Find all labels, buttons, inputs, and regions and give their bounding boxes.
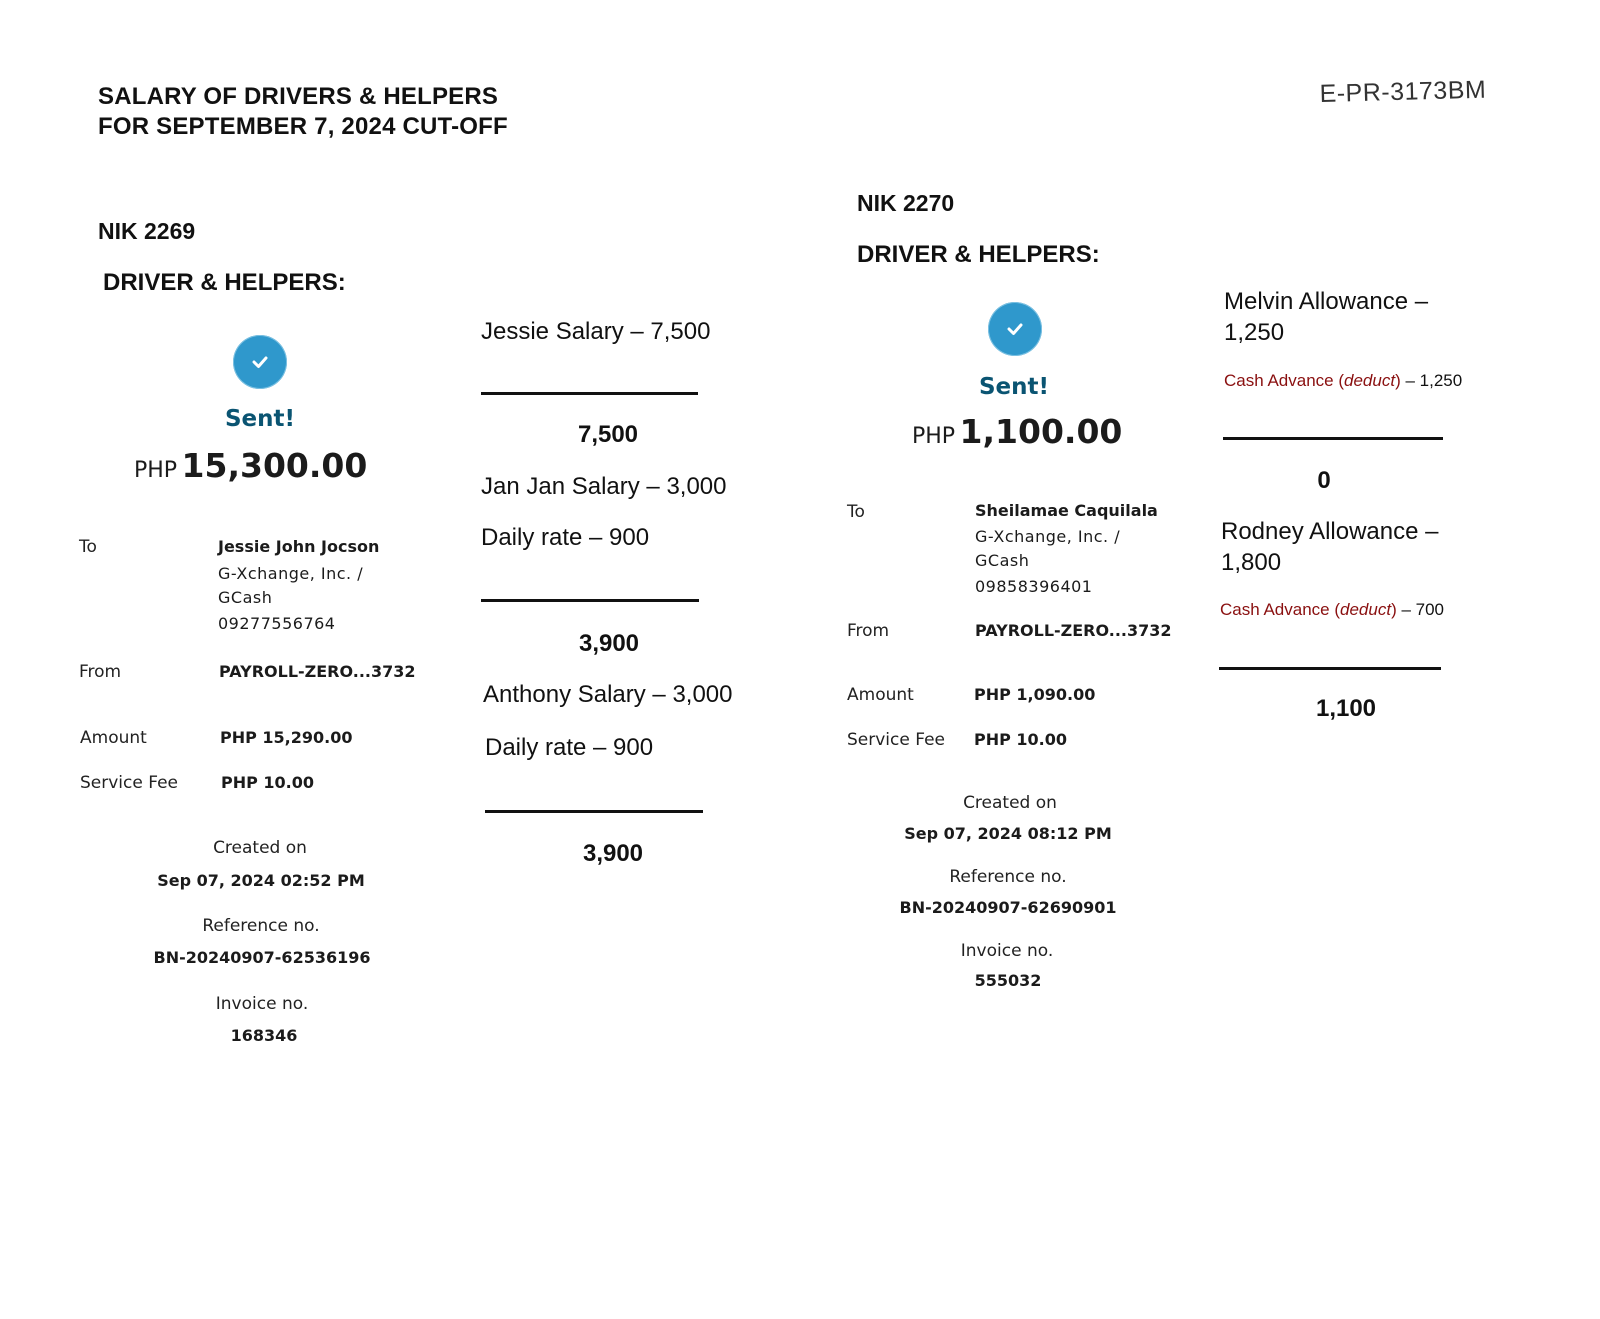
reference-value: BN-20240907-62536196 xyxy=(153,948,371,967)
created-on-label: Created on xyxy=(213,838,307,858)
calc-total-melvin: 0 xyxy=(1317,467,1331,494)
calc-line-janjan-rate: Daily rate – 900 xyxy=(481,524,650,551)
from-label: From xyxy=(847,621,890,641)
sent-status: Sent! xyxy=(978,374,1050,400)
calc-line-melvin-amount: 1,250 xyxy=(1224,319,1285,346)
amount-label: Amount xyxy=(847,685,914,705)
section-heading-right: DRIVER & HELPERS: xyxy=(857,241,1100,268)
to-label: To xyxy=(79,537,97,557)
service-fee-label: Service Fee xyxy=(847,730,945,750)
service-fee-value: PHP 10.00 xyxy=(974,730,1068,749)
amount-value: 1,100.00 xyxy=(959,412,1123,451)
from-label: From xyxy=(79,662,122,682)
calc-line-janjan: Jan Jan Salary – 3,000 xyxy=(481,473,727,500)
calc-divider xyxy=(1219,667,1441,670)
amount-value: 15,300.00 xyxy=(181,446,368,485)
invoice-value: 555032 xyxy=(974,971,1042,990)
deduct-text: deduct xyxy=(1344,371,1396,390)
currency-label: PHP xyxy=(912,424,956,449)
calc-total-jessie: 7,500 xyxy=(577,421,639,448)
amount-label: Amount xyxy=(80,728,147,748)
nik-label-right: NIK 2270 xyxy=(857,190,955,216)
invoice-value: 168346 xyxy=(230,1026,298,1045)
recipient-provider-line2: GCash xyxy=(218,588,273,607)
created-on-value: Sep 07, 2024 02:52 PM xyxy=(157,871,365,890)
page-title-line2: FOR SEPTEMBER 7, 2024 CUT-OFF xyxy=(98,113,508,140)
currency-label: PHP xyxy=(134,458,178,483)
calc-divider xyxy=(481,599,699,602)
cash-advance-paren: ) xyxy=(1391,600,1397,619)
from-value: PAYROLL-ZERO...3732 xyxy=(975,621,1172,640)
service-fee-label: Service Fee xyxy=(80,773,178,793)
cash-advance-text: Cash Advance ( xyxy=(1220,600,1341,619)
amount-detail-value: PHP 15,290.00 xyxy=(220,728,353,747)
calc-divider xyxy=(481,392,698,395)
deduct-text: deduct xyxy=(1340,600,1392,619)
amount-detail-value: PHP 1,090.00 xyxy=(974,685,1096,704)
created-on-value: Sep 07, 2024 08:12 PM xyxy=(904,824,1112,843)
recipient-number: 09277556764 xyxy=(218,614,336,633)
reference-value: BN-20240907-62690901 xyxy=(899,898,1117,917)
recipient-provider-line1: G-Xchange, Inc. / xyxy=(975,527,1121,546)
recipient-name: Sheilamae Caquilala xyxy=(975,501,1158,520)
service-fee-value: PHP 10.00 xyxy=(221,773,315,792)
calc-line-jessie: Jessie Salary – 7,500 xyxy=(481,318,711,345)
from-value: PAYROLL-ZERO...3732 xyxy=(219,662,416,681)
calc-line-rodney: Rodney Allowance – xyxy=(1221,518,1439,545)
calc-line-anthony: Anthony Salary – 3,000 xyxy=(483,681,733,708)
calc-total-rodney: 1,100 xyxy=(1315,695,1377,722)
calc-line-rodney-amount: 1,800 xyxy=(1221,549,1282,576)
section-heading-left: DRIVER & HELPERS: xyxy=(103,269,346,296)
cash-advance-amount: – 1,250 xyxy=(1400,371,1463,390)
cash-advance-amount: – 700 xyxy=(1396,600,1444,619)
check-circle-icon xyxy=(988,302,1042,356)
recipient-provider-line1: G-Xchange, Inc. / xyxy=(218,564,364,583)
reference-label: Reference no. xyxy=(202,916,320,936)
calc-divider xyxy=(1223,437,1443,440)
to-label: To xyxy=(847,502,865,522)
calc-total-janjan: 3,900 xyxy=(578,630,640,657)
page-title-line1: SALARY OF DRIVERS & HELPERS xyxy=(98,83,499,110)
invoice-label: Invoice no. xyxy=(215,994,309,1014)
sent-amount xyxy=(912,412,1122,451)
recipient-provider-line2: GCash xyxy=(975,551,1030,570)
check-circle-icon xyxy=(233,335,287,389)
created-on-label: Created on xyxy=(963,793,1057,813)
calc-line-anthony-rate: Daily rate – 900 xyxy=(485,734,654,761)
calc-total-anthony: 3,900 xyxy=(582,840,644,867)
sent-amount xyxy=(134,446,367,485)
cash-advance-rodney xyxy=(1220,600,1444,620)
invoice-label: Invoice no. xyxy=(960,941,1054,961)
document-id: E-PR-3173BM xyxy=(1319,75,1487,109)
nik-label-left: NIK 2269 xyxy=(98,218,196,244)
recipient-number: 09858396401 xyxy=(975,577,1093,596)
cash-advance-melvin xyxy=(1224,371,1462,391)
cash-advance-text: Cash Advance ( xyxy=(1224,371,1345,390)
reference-label: Reference no. xyxy=(949,867,1067,887)
cash-advance-paren: ) xyxy=(1395,371,1401,390)
recipient-name: Jessie John Jocson xyxy=(218,537,380,556)
calc-line-melvin: Melvin Allowance – xyxy=(1224,288,1429,315)
calc-divider xyxy=(485,810,703,813)
sent-status: Sent! xyxy=(224,406,296,432)
